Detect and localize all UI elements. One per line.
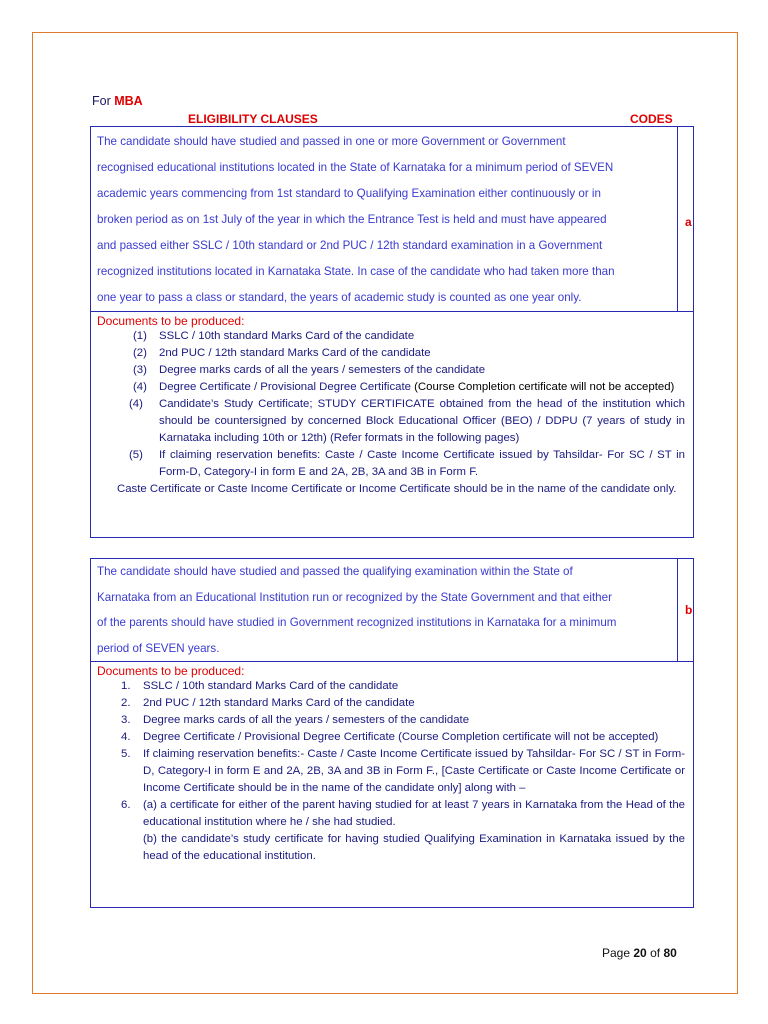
clause-b-text [97,559,669,661]
item-text: 2nd PUC / 12th standard Marks Card of the candidate [143,697,415,709]
clause-b-box [90,558,694,662]
item-extra-text: (Course Completion certificate will not be accepted) [414,381,675,393]
item-text: Degree Certificate / Provisional Degree Certificate [159,381,411,393]
item-number: (4) [129,398,143,410]
item-text: SSLC / 10th standard Marks Card of the candidate [159,330,415,342]
for-label: For [92,94,111,108]
item-number: 4. [121,731,131,743]
item-text: Degree marks cards of all the years / semesters of the candidate [143,714,470,726]
item-number: 3. [121,714,131,726]
docs-a-list [97,328,685,481]
item-number: (5) [129,449,143,461]
item-number: 6. [121,799,131,811]
item-number: (3) [133,364,147,376]
clause-b-line: Karnataka from an Educational Institution run or recognized by the State Government and that either [97,590,612,604]
item-number: 1. [121,680,131,692]
page-number [602,946,677,960]
docs-a-item [97,396,685,447]
docs-b-item [97,746,685,797]
item-text: 2nd PUC / 12th standard Marks Card of the candidate [159,347,431,359]
clause-a-line: recognised educational institutions located in the State of Karnataka for a minimum period of SEVEN [97,161,614,174]
of-label: of [650,946,661,960]
clause-a-line: and passed either SSLC / 10th standard or 2nd PUC / 12th standard examination in a Government [97,239,603,252]
codes-heading: CODES [630,112,673,126]
docs-a-item [97,362,685,379]
docs-b-item [97,797,685,831]
item-number: (1) [133,330,147,342]
docs-b-item [97,729,685,746]
clause-b-code: b [685,603,693,617]
docs-a-item [97,379,685,396]
clause-a-code: a [685,215,692,229]
item-text: SSLC / 10th standard Marks Card of the candidate [143,680,399,692]
clause-a-line: one year to pass a class or standard, the years of academic study is counted as one year only. [97,291,582,304]
item-text: Degree marks cards of all the years / semesters of the candidate [159,364,486,376]
clause-a-line: broken period as on 1st July of the year in which the Entrance Test is held and must have appeared [97,213,607,226]
item-text: If claiming reservation benefits:- Caste / Caste Income Certificate issued by Tahsildar- For SC / ST in Form-D, Category-I in form E and 2A, 2B, 3A and 3B in Form F., [Caste Certificate or Caste Income Certificate or Income Certificate should be in the name of the candidate only] along with – [143,748,685,794]
docs-b-item [97,695,685,712]
docs-a-item [97,447,685,481]
clause-a-line: academic years commencing from 1st standard to Qualifying Examination either continuously or in [97,187,601,200]
docs-b-title: Documents to be produced: [97,664,245,678]
docs-a-title: Documents to be produced: [97,314,245,328]
clause-a-text [97,129,669,311]
clause-a-line: recognized institutions located in Karnataka State. In case of the candidate who had taken more than [97,265,615,278]
page-current: 20 [633,946,647,960]
item-text: Degree Certificate / Provisional Degree Certificate (Course Completion certificate will not be accepted) [143,731,659,743]
clause-b-line: The candidate should have studied and passed the qualifying examination within the State of [97,565,573,578]
clause-a-line: The candidate should have studied and passed in one or more Government or Government [97,135,566,148]
item-text: (a) a certificate for either of the parent having studied for at least 7 years in Karnataka from the Head of the educational institution where he / she had studied. [143,799,685,828]
page-label: Page [602,946,631,960]
item-number: 5. [121,748,131,760]
eligibility-heading: ELIGIBILITY CLAUSES [188,112,318,126]
item-text: If claiming reservation benefits: Caste / Caste Income Certificate issued by Tahsildar- For SC / ST in Form-D, Category-I in form E and 2A, 2B, 3A and 3B in Form F. [159,449,685,478]
docs-a-note: Caste Certificate or Caste Income Certificate or Income Certificate should be in the name of the candidate only. [117,483,677,495]
clause-a-box [90,126,694,312]
item-number: 2. [121,697,131,709]
docs-a-item [97,328,685,345]
docs-b-note: (b) the candidate’s study certificate for having studied Qualifying Examination in Karnataka issued by the head of the educational institution. [143,833,685,862]
clause-b-line: of the parents should have studied in Government recognized institutions in Karnataka for a minimum [97,616,617,629]
item-number: (2) [133,347,147,359]
program-line [92,94,143,108]
item-text: Candidate’s Study Certificate; STUDY CERTIFICATE obtained from the head of the institution which should be countersigned by concerned Block Educational Officer (BEO) / DDPU (7 years of study in Karnataka including 10th or 12th) (Refer formats in the following pages) [159,398,685,444]
page-total: 80 [663,946,677,960]
docs-b-item [97,678,685,695]
docs-b-list [97,678,685,831]
clause-b-line: period of SEVEN years. [97,641,220,655]
docs-b-box [90,662,694,908]
docs-a-item [97,345,685,362]
docs-a-box [90,312,694,538]
docs-b-item [97,712,685,729]
program-name: MBA [114,94,143,108]
item-number: (4) [133,381,147,393]
